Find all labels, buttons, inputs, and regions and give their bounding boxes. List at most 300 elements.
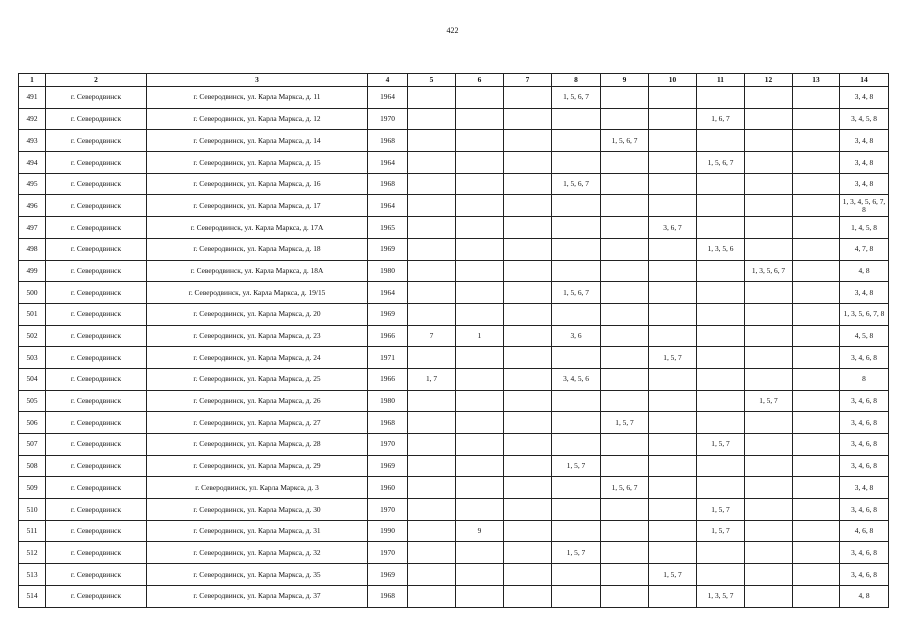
table-row (19, 238, 889, 260)
table-cell-col-2: г. Северодвинск (46, 368, 147, 390)
table-cell-col-13 (793, 520, 840, 542)
table-cell-col-10 (649, 152, 697, 174)
table-cell-col-10 (649, 238, 697, 260)
table-cell-col-10 (649, 130, 697, 152)
table-cell-col-5 (408, 455, 456, 477)
table-cell-col-13 (793, 130, 840, 152)
table-cell-col-7 (504, 173, 552, 195)
table-row (19, 412, 889, 434)
table-cell-col-11 (697, 412, 745, 434)
table-cell-col-14: 3, 4, 6, 8 (840, 434, 889, 456)
table-cell-col-7 (504, 195, 552, 217)
table-cell-col-2: г. Северодвинск (46, 499, 147, 521)
table-cell-col-12 (745, 347, 793, 369)
table-cell-col-13 (793, 217, 840, 239)
table-cell-col-6 (456, 564, 504, 586)
table-cell-col-6 (456, 412, 504, 434)
table-cell-col-13 (793, 368, 840, 390)
table-cell-col-10 (649, 173, 697, 195)
table-cell-col-14: 4, 6, 8 (840, 520, 889, 542)
table-cell-col-4: 1970 (368, 434, 408, 456)
table-cell-col-13 (793, 195, 840, 217)
table-cell-col-12 (745, 217, 793, 239)
table-cell-col-9 (601, 520, 649, 542)
table-cell-col-9: 1, 5, 6, 7 (601, 477, 649, 499)
table-cell-col-6 (456, 130, 504, 152)
table-cell-col-1: 509 (19, 477, 46, 499)
column-header-12: 12 (745, 74, 793, 87)
table-cell-col-11: 1, 5, 6, 7 (697, 152, 745, 174)
table-cell-col-12 (745, 542, 793, 564)
table-cell-col-6 (456, 434, 504, 456)
column-header-4: 4 (368, 74, 408, 87)
table-cell-col-1: 506 (19, 412, 46, 434)
table-cell-col-2: г. Северодвинск (46, 195, 147, 217)
table-row (19, 520, 889, 542)
table-cell-col-12 (745, 434, 793, 456)
table-cell-col-5 (408, 282, 456, 304)
table-cell-col-6 (456, 87, 504, 109)
table-cell-col-1: 510 (19, 499, 46, 521)
table-cell-col-3: г. Северодвинск, ул. Карла Маркса, д. 28 (147, 434, 368, 456)
table-cell-col-6 (456, 195, 504, 217)
table-cell-col-13 (793, 434, 840, 456)
table-cell-col-10 (649, 87, 697, 109)
table-cell-col-4: 1969 (368, 564, 408, 586)
table-cell-col-8 (552, 195, 601, 217)
table-cell-col-2: г. Северодвинск (46, 87, 147, 109)
table-cell-col-4: 1965 (368, 217, 408, 239)
table-cell-col-14: 3, 4, 6, 8 (840, 564, 889, 586)
table-cell-col-10: 1, 5, 7 (649, 564, 697, 586)
table-cell-col-8 (552, 390, 601, 412)
table-cell-col-2: г. Северодвинск (46, 455, 147, 477)
table-cell-col-10 (649, 260, 697, 282)
table-cell-col-14: 1, 4, 5, 8 (840, 217, 889, 239)
column-header-2: 2 (46, 74, 147, 87)
table-cell-col-11 (697, 173, 745, 195)
table-cell-col-13 (793, 325, 840, 347)
table-cell-col-9 (601, 173, 649, 195)
table-cell-col-10 (649, 520, 697, 542)
table-cell-col-6 (456, 477, 504, 499)
table-cell-col-12 (745, 238, 793, 260)
table-cell-col-8 (552, 260, 601, 282)
table-cell-col-5 (408, 173, 456, 195)
table-cell-col-5 (408, 303, 456, 325)
table-cell-col-3: г. Северодвинск, ул. Карла Маркса, д. 3 (147, 477, 368, 499)
table-cell-col-10: 1, 5, 7 (649, 347, 697, 369)
table-cell-col-10 (649, 325, 697, 347)
table-cell-col-11 (697, 325, 745, 347)
table-cell-col-7 (504, 347, 552, 369)
table-cell-col-6: 9 (456, 520, 504, 542)
table-row (19, 368, 889, 390)
table-cell-col-14: 4, 7, 8 (840, 238, 889, 260)
table-cell-col-2: г. Северодвинск (46, 325, 147, 347)
table-cell-col-13 (793, 390, 840, 412)
table-cell-col-1: 503 (19, 347, 46, 369)
table-cell-col-9 (601, 303, 649, 325)
table-cell-col-10 (649, 195, 697, 217)
table-cell-col-7 (504, 325, 552, 347)
table-cell-col-1: 505 (19, 390, 46, 412)
table-cell-col-6 (456, 542, 504, 564)
table-cell-col-13 (793, 282, 840, 304)
table-cell-col-12 (745, 499, 793, 521)
table-cell-col-11: 1, 5, 7 (697, 520, 745, 542)
table-cell-col-13 (793, 152, 840, 174)
table-cell-col-9: 1, 5, 6, 7 (601, 130, 649, 152)
table-row (19, 347, 889, 369)
table-cell-col-2: г. Северодвинск (46, 303, 147, 325)
table-cell-col-10 (649, 434, 697, 456)
table-cell-col-8 (552, 152, 601, 174)
table-cell-col-14: 3, 4, 6, 8 (840, 390, 889, 412)
table-cell-col-5 (408, 434, 456, 456)
table-cell-col-2: г. Северодвинск (46, 173, 147, 195)
table-row (19, 499, 889, 521)
table-row (19, 564, 889, 586)
table-cell-col-6 (456, 217, 504, 239)
table-cell-col-7 (504, 477, 552, 499)
table-cell-col-7 (504, 152, 552, 174)
table-cell-col-6 (456, 368, 504, 390)
table-cell-col-12 (745, 303, 793, 325)
table-cell-col-12 (745, 87, 793, 109)
table-cell-col-8: 3, 4, 5, 6 (552, 368, 601, 390)
table-cell-col-3: г. Северодвинск, ул. Карла Маркса, д. 12 (147, 108, 368, 130)
table-cell-col-5 (408, 130, 456, 152)
table-row (19, 455, 889, 477)
table-cell-col-1: 498 (19, 238, 46, 260)
table-cell-col-14: 3, 4, 6, 8 (840, 542, 889, 564)
column-header-14: 14 (840, 74, 889, 87)
column-header-13: 13 (793, 74, 840, 87)
table-cell-col-14: 3, 4, 6, 8 (840, 455, 889, 477)
table-cell-col-11: 1, 3, 5, 6 (697, 238, 745, 260)
table-cell-col-11 (697, 217, 745, 239)
table-cell-col-8 (552, 347, 601, 369)
table-cell-col-4: 1980 (368, 390, 408, 412)
table-row (19, 173, 889, 195)
table-cell-col-9 (601, 390, 649, 412)
table-cell-col-6 (456, 585, 504, 607)
table-cell-col-14: 3, 4, 6, 8 (840, 347, 889, 369)
table-row (19, 282, 889, 304)
table-cell-col-8 (552, 520, 601, 542)
table-cell-col-11 (697, 542, 745, 564)
table-cell-col-1: 500 (19, 282, 46, 304)
table-cell-col-13 (793, 455, 840, 477)
table-cell-col-11: 1, 3, 5, 7 (697, 585, 745, 607)
table-cell-col-13 (793, 108, 840, 130)
table-cell-col-4: 1969 (368, 303, 408, 325)
table-cell-col-14: 3, 4, 8 (840, 477, 889, 499)
table-cell-col-5: 1, 7 (408, 368, 456, 390)
table-cell-col-12 (745, 477, 793, 499)
table-cell-col-10 (649, 542, 697, 564)
table-cell-col-14: 3, 4, 6, 8 (840, 412, 889, 434)
column-header-11: 11 (697, 74, 745, 87)
table-cell-col-9 (601, 499, 649, 521)
table-cell-col-3: г. Северодвинск, ул. Карла Маркса, д. 18А (147, 260, 368, 282)
table-cell-col-4: 1966 (368, 368, 408, 390)
table-cell-col-6 (456, 238, 504, 260)
table-cell-col-9 (601, 217, 649, 239)
table-row (19, 434, 889, 456)
table-cell-col-11 (697, 282, 745, 304)
table-cell-col-11 (697, 477, 745, 499)
table-cell-col-3: г. Северодвинск, ул. Карла Маркса, д. 17 (147, 195, 368, 217)
table-row (19, 477, 889, 499)
table-cell-col-11: 1, 5, 7 (697, 434, 745, 456)
table-cell-col-14: 3, 4, 6, 8 (840, 499, 889, 521)
table-cell-col-5 (408, 238, 456, 260)
table-cell-col-9 (601, 152, 649, 174)
table-cell-col-8: 1, 5, 6, 7 (552, 87, 601, 109)
table-cell-col-14: 8 (840, 368, 889, 390)
table-cell-col-13 (793, 542, 840, 564)
table-cell-col-9 (601, 195, 649, 217)
table-cell-col-12 (745, 368, 793, 390)
table-cell-col-3: г. Северодвинск, ул. Карла Маркса, д. 25 (147, 368, 368, 390)
table-cell-col-9 (601, 260, 649, 282)
table-cell-col-4: 1969 (368, 238, 408, 260)
table-cell-col-1: 507 (19, 434, 46, 456)
column-header-8: 8 (552, 74, 601, 87)
table-cell-col-11 (697, 390, 745, 412)
column-header-5: 5 (408, 74, 456, 87)
table-cell-col-4: 1971 (368, 347, 408, 369)
table-cell-col-1: 511 (19, 520, 46, 542)
table-cell-col-10 (649, 477, 697, 499)
table-row (19, 325, 889, 347)
table-cell-col-3: г. Северодвинск, ул. Карла Маркса, д. 37 (147, 585, 368, 607)
table-cell-col-6 (456, 173, 504, 195)
table-cell-col-2: г. Северодвинск (46, 152, 147, 174)
table-cell-col-3: г. Северодвинск, ул. Карла Маркса, д. 24 (147, 347, 368, 369)
table-cell-col-8 (552, 434, 601, 456)
table-cell-col-10: 3, 6, 7 (649, 217, 697, 239)
table-cell-col-2: г. Северодвинск (46, 282, 147, 304)
table-cell-col-3: г. Северодвинск, ул. Карла Маркса, д. 11 (147, 87, 368, 109)
table-cell-col-6 (456, 455, 504, 477)
table-cell-col-4: 1970 (368, 108, 408, 130)
table-cell-col-3: г. Северодвинск, ул. Карла Маркса, д. 17А (147, 217, 368, 239)
table-cell-col-13 (793, 260, 840, 282)
table-cell-col-4: 1964 (368, 282, 408, 304)
column-header-6: 6 (456, 74, 504, 87)
table-cell-col-4: 1966 (368, 325, 408, 347)
table-cell-col-14: 3, 4, 8 (840, 152, 889, 174)
table-row (19, 87, 889, 109)
table-cell-col-7 (504, 434, 552, 456)
table-cell-col-2: г. Северодвинск (46, 347, 147, 369)
table-cell-col-10 (649, 108, 697, 130)
table-cell-col-6: 1 (456, 325, 504, 347)
table-row (19, 303, 889, 325)
table-row (19, 152, 889, 174)
table-cell-col-13 (793, 412, 840, 434)
table-cell-col-10 (649, 499, 697, 521)
table-cell-col-4: 1964 (368, 152, 408, 174)
table-cell-col-12: 1, 5, 7 (745, 390, 793, 412)
table-cell-col-8 (552, 585, 601, 607)
table-cell-col-4: 1960 (368, 477, 408, 499)
table-cell-col-11 (697, 368, 745, 390)
table-cell-col-2: г. Северодвинск (46, 477, 147, 499)
table-row (19, 542, 889, 564)
table-cell-col-8 (552, 238, 601, 260)
table-cell-col-13 (793, 173, 840, 195)
table-cell-col-12 (745, 520, 793, 542)
table-cell-col-1: 504 (19, 368, 46, 390)
table-cell-col-8 (552, 130, 601, 152)
table-cell-col-4: 1980 (368, 260, 408, 282)
table-cell-col-8: 3, 6 (552, 325, 601, 347)
table-cell-col-12 (745, 564, 793, 586)
table-cell-col-13 (793, 87, 840, 109)
table-cell-col-13 (793, 564, 840, 586)
table-cell-col-9 (601, 434, 649, 456)
table-cell-col-3: г. Северодвинск, ул. Карла Маркса, д. 35 (147, 564, 368, 586)
table-cell-col-14: 3, 4, 8 (840, 282, 889, 304)
table-cell-col-8 (552, 108, 601, 130)
table-cell-col-7 (504, 282, 552, 304)
table-cell-col-13 (793, 347, 840, 369)
table-cell-col-1: 497 (19, 217, 46, 239)
table-cell-col-12 (745, 152, 793, 174)
table-cell-col-13 (793, 477, 840, 499)
page-number: 422 (446, 26, 459, 35)
table-cell-col-3: г. Северодвинск, ул. Карла Маркса, д. 18 (147, 238, 368, 260)
table-cell-col-3: г. Северодвинск, ул. Карла Маркса, д. 29 (147, 455, 368, 477)
table-cell-col-11 (697, 195, 745, 217)
table-row (19, 390, 889, 412)
table-cell-col-12 (745, 108, 793, 130)
table-cell-col-7 (504, 520, 552, 542)
table-cell-col-1: 512 (19, 542, 46, 564)
table-cell-col-4: 1964 (368, 195, 408, 217)
table-cell-col-13 (793, 303, 840, 325)
table-cell-col-2: г. Северодвинск (46, 542, 147, 564)
table-row (19, 130, 889, 152)
table-cell-col-7 (504, 585, 552, 607)
table-cell-col-1: 501 (19, 303, 46, 325)
table-cell-col-6 (456, 499, 504, 521)
table-cell-col-2: г. Северодвинск (46, 260, 147, 282)
data-table (18, 73, 889, 608)
table-cell-col-1: 502 (19, 325, 46, 347)
table-cell-col-9 (601, 455, 649, 477)
table-cell-col-9 (601, 325, 649, 347)
table-cell-col-1: 499 (19, 260, 46, 282)
table-cell-col-10 (649, 368, 697, 390)
table-cell-col-13 (793, 499, 840, 521)
table-cell-col-6 (456, 390, 504, 412)
table-cell-col-8 (552, 303, 601, 325)
table-cell-col-11: 1, 6, 7 (697, 108, 745, 130)
table-cell-col-5 (408, 585, 456, 607)
table-row (19, 217, 889, 239)
table-cell-col-8 (552, 477, 601, 499)
table-cell-col-2: г. Северодвинск (46, 238, 147, 260)
table-cell-col-14: 4, 5, 8 (840, 325, 889, 347)
table-body (19, 87, 889, 608)
table-cell-col-13 (793, 238, 840, 260)
table-cell-col-14: 4, 8 (840, 260, 889, 282)
table-cell-col-3: г. Северодвинск, ул. Карла Маркса, д. 16 (147, 173, 368, 195)
table-cell-col-14: 4, 8 (840, 585, 889, 607)
table-cell-col-7 (504, 390, 552, 412)
table-cell-col-7 (504, 412, 552, 434)
table-cell-col-7 (504, 303, 552, 325)
table-cell-col-11 (697, 260, 745, 282)
table-cell-col-11: 1, 5, 7 (697, 499, 745, 521)
table-cell-col-2: г. Северодвинск (46, 108, 147, 130)
table-cell-col-9 (601, 108, 649, 130)
table-cell-col-3: г. Северодвинск, ул. Карла Маркса, д. 14 (147, 130, 368, 152)
column-header-9: 9 (601, 74, 649, 87)
table-cell-col-3: г. Северодвинск, ул. Карла Маркса, д. 15 (147, 152, 368, 174)
table-row (19, 108, 889, 130)
table-cell-col-9: 1, 5, 7 (601, 412, 649, 434)
table-cell-col-12: 1, 3, 5, 6, 7 (745, 260, 793, 282)
table-cell-col-4: 1964 (368, 87, 408, 109)
table-cell-col-10 (649, 303, 697, 325)
table-cell-col-7 (504, 564, 552, 586)
table-cell-col-7 (504, 542, 552, 564)
table-cell-col-14: 3, 4, 8 (840, 173, 889, 195)
table-cell-col-4: 1968 (368, 585, 408, 607)
table-cell-col-8: 1, 5, 6, 7 (552, 282, 601, 304)
column-header-1: 1 (19, 74, 46, 87)
table-cell-col-9 (601, 282, 649, 304)
table-cell-col-14: 1, 3, 5, 6, 7, 8 (840, 303, 889, 325)
table-cell-col-5 (408, 390, 456, 412)
table-cell-col-7 (504, 87, 552, 109)
table-cell-col-7 (504, 217, 552, 239)
table-cell-col-7 (504, 368, 552, 390)
table-cell-col-7 (504, 499, 552, 521)
table-cell-col-2: г. Северодвинск (46, 412, 147, 434)
table-cell-col-6 (456, 108, 504, 130)
table-cell-col-10 (649, 390, 697, 412)
table-cell-col-12 (745, 455, 793, 477)
table-cell-col-4: 1969 (368, 455, 408, 477)
table-cell-col-5 (408, 499, 456, 521)
table-cell-col-1: 493 (19, 130, 46, 152)
table-cell-col-1: 514 (19, 585, 46, 607)
table-cell-col-2: г. Северодвинск (46, 585, 147, 607)
table-cell-col-8: 1, 5, 6, 7 (552, 173, 601, 195)
table-cell-col-12 (745, 130, 793, 152)
table-cell-col-8 (552, 217, 601, 239)
table-cell-col-8 (552, 564, 601, 586)
table-cell-col-2: г. Северодвинск (46, 564, 147, 586)
table-cell-col-11 (697, 455, 745, 477)
table-cell-col-6 (456, 347, 504, 369)
table-cell-col-1: 494 (19, 152, 46, 174)
table-cell-col-14: 3, 4, 5, 8 (840, 108, 889, 130)
table-cell-col-9 (601, 347, 649, 369)
column-header-7: 7 (504, 74, 552, 87)
table-cell-col-2: г. Северодвинск (46, 130, 147, 152)
table-cell-col-10 (649, 282, 697, 304)
table-cell-col-9 (601, 585, 649, 607)
table-cell-col-11 (697, 347, 745, 369)
